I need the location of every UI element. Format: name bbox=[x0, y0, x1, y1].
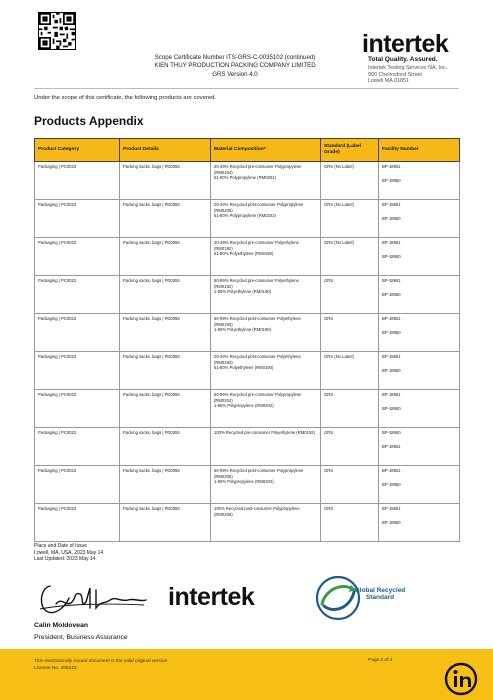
facility-id: BP-18950 bbox=[382, 215, 401, 221]
cell-facility-number bbox=[379, 314, 460, 352]
cell-product-details: Packing sacks, bags | PD0055 bbox=[120, 504, 211, 542]
cell-product-details: Packing sacks, bags | PD0055 bbox=[120, 352, 211, 390]
intertek-logo-footer bbox=[168, 583, 254, 612]
cell-product-category: Packaging | PC0023 bbox=[35, 352, 120, 390]
address-block bbox=[368, 65, 447, 85]
cell-standard: GRS bbox=[321, 276, 379, 314]
grs-logo-line1: Global Recycled bbox=[354, 587, 406, 594]
cell-product-category: Packaging | PC0023 bbox=[35, 504, 120, 542]
standard-version: GRS Version 4.0 bbox=[212, 70, 258, 78]
qr-code-graphic bbox=[39, 13, 75, 49]
table-row bbox=[35, 428, 460, 466]
composition-line: 50-99% Recycled post-consumer Polypropylene (RM0205) bbox=[214, 468, 304, 479]
cell-product-details: Packing sacks, bags | PD0055 bbox=[120, 314, 211, 352]
cell-product-category: Packaging | PC0023 bbox=[35, 200, 120, 238]
cell-standard: GRS (No Label) bbox=[321, 352, 379, 390]
cell-standard: GRS (No Label) bbox=[321, 162, 379, 200]
facility-id: BP-18951 bbox=[382, 316, 401, 321]
last-updated: Last Updated: 2023 May 14 bbox=[34, 556, 96, 563]
cell-facility-number bbox=[379, 162, 460, 200]
facility-id: BP-18951 bbox=[382, 240, 401, 245]
cell-material-composition bbox=[211, 276, 321, 314]
cell-material-composition bbox=[211, 162, 321, 200]
cell-product-category: Packaging | PC0023 bbox=[35, 276, 120, 314]
page-number: Page 2 of 4 bbox=[368, 658, 393, 663]
facility-id: BP-18951 bbox=[382, 443, 401, 449]
facility-id: BP-18950 bbox=[382, 367, 401, 373]
table-header-row bbox=[35, 139, 460, 162]
header-divider bbox=[34, 88, 459, 89]
cell-product-details: Packing sacks, bags | PD0055 bbox=[120, 238, 211, 276]
table-row bbox=[35, 504, 460, 542]
table-row bbox=[35, 314, 460, 352]
table-row bbox=[35, 352, 460, 390]
cell-standard: GRS bbox=[321, 390, 379, 428]
header-product-category: Product Category bbox=[35, 139, 120, 162]
issue-info bbox=[34, 543, 103, 563]
intertek-logo-footer-text: intertek bbox=[168, 583, 255, 611]
cell-material-composition bbox=[211, 238, 321, 276]
qr-code bbox=[38, 12, 76, 50]
composition-line: 51-80% Polyethylene (RM0190) bbox=[214, 251, 274, 257]
composition-line: 50-99% Recycled pre-consumer Polypropylene (RM0204) bbox=[214, 392, 302, 403]
cell-product-category: Packaging | PC0023 bbox=[35, 238, 120, 276]
cell-product-category: Packaging | PC0023 bbox=[35, 162, 120, 200]
cell-product-details: Packing sacks, bags | PD0055 bbox=[120, 466, 211, 504]
cell-material-composition bbox=[211, 428, 321, 466]
cell-facility-number bbox=[379, 238, 460, 276]
header-material-composition: Material Composition* bbox=[211, 139, 321, 162]
company-name: KIEN THUY PRODUCTION PACKING COMPANY LIMITED bbox=[154, 62, 316, 70]
cell-facility-number bbox=[379, 200, 460, 238]
composition-line: 1-50% Polypropylene (RM0202) bbox=[214, 479, 274, 485]
footer-bar bbox=[0, 649, 493, 700]
table-row bbox=[35, 466, 460, 504]
header-standard: Standard (Label Grade) bbox=[321, 139, 379, 162]
cell-material-composition bbox=[211, 390, 321, 428]
cell-product-category: Packaging | PC0023 bbox=[35, 314, 120, 352]
cell-product-details: Packing sacks, bags | PD0055 bbox=[120, 162, 211, 200]
cell-material-composition bbox=[211, 314, 321, 352]
grs-logo-text bbox=[350, 587, 410, 601]
table-row bbox=[35, 162, 460, 200]
cell-material-composition bbox=[211, 352, 321, 390]
facility-id: BP-18950 bbox=[382, 519, 401, 525]
table-row bbox=[35, 390, 460, 428]
cell-standard: GRS bbox=[321, 314, 379, 352]
cell-product-details: Packing sacks, bags | PD0055 bbox=[120, 428, 211, 466]
cell-facility-number bbox=[379, 466, 460, 504]
products-table bbox=[34, 138, 460, 542]
cell-product-category: Packaging | PC0023 bbox=[35, 466, 120, 504]
cell-facility-number bbox=[379, 352, 460, 390]
facility-id: BP-18951 bbox=[382, 468, 401, 473]
cell-material-composition bbox=[211, 200, 321, 238]
facility-id: BP-18951 bbox=[382, 164, 401, 169]
cell-standard: GRS (No Label) bbox=[321, 238, 379, 276]
composition-line: 20-49% Recycled post-consumer Polyethylene (RM0193) bbox=[214, 354, 301, 365]
cell-material-composition bbox=[211, 466, 321, 504]
cell-product-category: Packaging | PC0023 bbox=[35, 390, 120, 428]
composition-line: 100% Recycled post-consumer Polypropylene (RM0205) bbox=[214, 506, 300, 517]
signer-name: Calin Moldovean bbox=[34, 622, 89, 629]
intertek-logo-text: intertek bbox=[362, 30, 449, 58]
address-line: 900 Chelmsford Street bbox=[368, 71, 422, 78]
facility-id: BP-18950 bbox=[382, 481, 401, 487]
grs-logo-line2: Standard bbox=[365, 594, 395, 601]
composition-line: 20-49% Recycled pre-consumer Polyethylene (RM0192) bbox=[214, 240, 299, 251]
issue-place-date: Lowell, MA, USA, 2023 May 14 bbox=[34, 549, 104, 556]
facility-id: BP-18950 bbox=[382, 405, 401, 411]
cell-facility-number bbox=[379, 428, 460, 466]
cell-standard: GRS bbox=[321, 428, 379, 466]
composition-line: 50-99% Recycled post-consumer Polyethylene (RM0193) bbox=[214, 316, 301, 327]
cell-facility-number bbox=[379, 390, 460, 428]
composition-line: 51-80% Polypropylene (RM0202) bbox=[214, 175, 276, 181]
header-product-details: Product Details bbox=[120, 139, 211, 162]
composition-line: 51-80% Polypropylene (RM0202) bbox=[214, 213, 276, 219]
intertek-circle-icon bbox=[444, 662, 478, 696]
composition-line: 1-50% Polyethylene (RM0190) bbox=[214, 327, 272, 333]
cell-product-details: Packing sacks, bags | PD0055 bbox=[120, 200, 211, 238]
footer-license: License No. 205215 bbox=[34, 666, 77, 671]
composition-line: 100% Recycled pre-consumer Polyethylene (RM0192) bbox=[214, 430, 316, 435]
header-facility-number: Facility Number bbox=[379, 139, 460, 162]
facility-id: BP-18950 bbox=[382, 291, 401, 297]
facility-id: BP-18950 bbox=[382, 329, 401, 335]
signature-graphic bbox=[36, 578, 148, 618]
cell-material-composition bbox=[211, 504, 321, 542]
cell-product-details: Packing sacks, bags | PD0055 bbox=[120, 390, 211, 428]
issue-label: Place and Date of Issue bbox=[34, 543, 88, 549]
facility-id: BP-18951 bbox=[382, 202, 401, 207]
table-row bbox=[35, 200, 460, 238]
table-row bbox=[35, 238, 460, 276]
certificate-number: Scope Certificate Number ITS-GRS-C-0035102 (continued) bbox=[154, 54, 316, 61]
cell-facility-number bbox=[379, 276, 460, 314]
composition-line: 20-49% Recycled pre-consumer Polypropylene (RM0204) bbox=[214, 164, 302, 175]
facility-id: BP-18950 bbox=[382, 430, 401, 435]
footer-note bbox=[34, 658, 167, 672]
cell-standard: GRS bbox=[321, 504, 379, 542]
certificate-header bbox=[110, 54, 360, 79]
facility-id: BP-18950 bbox=[382, 177, 401, 183]
composition-line: 20-49% Recycled post-consumer Polypropylene (RM0205) bbox=[214, 202, 304, 213]
address-line: Intertek Testing Services NA, Inc. bbox=[368, 65, 448, 71]
cell-facility-number bbox=[379, 504, 460, 542]
cell-product-details: Packing sacks, bags | PD0055 bbox=[120, 276, 211, 314]
facility-id: BP-18951 bbox=[382, 354, 401, 359]
intro-text: Under the scope of this certificate, the following products are covered. bbox=[34, 95, 217, 101]
footer-validity-note: This electronically issued document is the valid original version bbox=[34, 659, 168, 664]
composition-line: 51-80% Polyethylene (RM0190) bbox=[214, 365, 274, 371]
table-row bbox=[35, 276, 460, 314]
cell-product-category: Packaging | PC0023 bbox=[35, 428, 120, 466]
section-title: Products Appendix bbox=[34, 114, 144, 128]
composition-line: 1-50% Polypropylene (RM0202) bbox=[214, 403, 274, 409]
cell-standard: GRS (No Label) bbox=[321, 200, 379, 238]
signer-title: President, Business Assurance bbox=[34, 634, 128, 641]
tagline: Total Quality. Assured. bbox=[368, 56, 438, 63]
composition-line: 50-99% Recycled pre-consumer Polyethylene (RM0192) bbox=[214, 278, 299, 289]
facility-id: BP-18950 bbox=[382, 253, 401, 259]
facility-id: BP-18951 bbox=[382, 506, 401, 511]
facility-id: BP-18951 bbox=[382, 392, 401, 397]
composition-line: 1-50% Polyethylene (RM0190) bbox=[214, 289, 272, 295]
facility-id: BP-18951 bbox=[382, 278, 401, 283]
address-line: Lowell MA 01851 bbox=[368, 78, 410, 85]
intertek-logo bbox=[362, 30, 448, 59]
table-body bbox=[35, 162, 460, 542]
cell-standard: GRS bbox=[321, 466, 379, 504]
